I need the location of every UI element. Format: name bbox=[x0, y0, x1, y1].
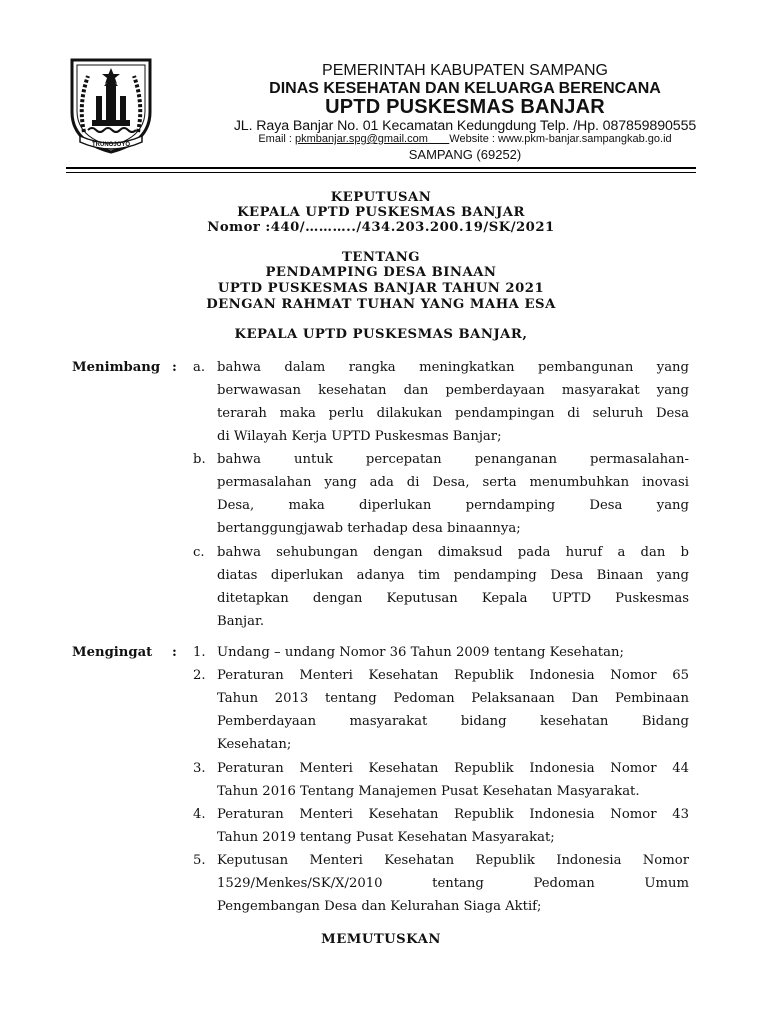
mengingat-item-4-line: Peraturan Menteri Kesehatan Republik Indonesia Nomor 43 bbox=[217, 807, 689, 822]
mengingat-item-1-marker: 1. bbox=[193, 645, 206, 660]
decree-about-label: TENTANG bbox=[341, 250, 421, 265]
letterhead-contact bbox=[165, 133, 765, 145]
mengingat-item-5-marker: 5. bbox=[193, 853, 206, 868]
website-link[interactable]: www.pkm-banjar.sampangkab.go.id bbox=[498, 133, 672, 145]
mengingat-item-2-marker: 2. bbox=[193, 668, 206, 683]
mengingat-item-2 bbox=[217, 664, 689, 756]
mengingat-item-2-line: Kesehatan; bbox=[217, 737, 292, 752]
mengingat-label-text: Mengingat bbox=[72, 645, 153, 660]
mengingat-item-5-line: Keputusan Menteri Kesehatan Republik Indonesia Nomor bbox=[217, 853, 689, 868]
letterhead-department: DINAS KESEHATAN DAN KELUARGA BERENCANA bbox=[269, 80, 661, 97]
menimbang-item-a-marker: a. bbox=[193, 360, 206, 375]
letterhead-rule-thin bbox=[66, 172, 696, 173]
mengingat-item-4-line: Tahun 2019 tentang Pusat Kesehatan Masyarakat; bbox=[217, 830, 555, 845]
decree-head: KEPALA UPTD PUSKESMAS BANJAR, bbox=[234, 327, 528, 342]
menimbang-item-c bbox=[217, 541, 689, 633]
menimbang-item-b-line: Desa, maka diperlukan perndamping Desa yang bbox=[217, 498, 689, 513]
website-label: Website : bbox=[449, 133, 498, 145]
mengingat-item-3-line: Peraturan Menteri Kesehatan Republik Indonesia Nomor 44 bbox=[217, 761, 689, 776]
decree-issuer: KEPALA UPTD PUSKESMAS BANJAR bbox=[237, 205, 525, 220]
menimbang-item-c-marker: c. bbox=[193, 545, 205, 560]
menimbang-label-text: Menimbang bbox=[72, 360, 161, 375]
decree-title: KEPUTUSAN bbox=[330, 190, 432, 205]
mengingat-item-2-line: Tahun 2013 tentang Pedoman Pelaksanaan Dan Pembinaan bbox=[217, 691, 689, 706]
menimbang-item-a-line: di Wilayah Kerja UPTD Puskesmas Banjar; bbox=[217, 429, 502, 444]
menimbang-item-b-marker: b. bbox=[193, 452, 206, 467]
letterhead-rule-thick bbox=[66, 167, 696, 169]
mengingat-item-1 bbox=[217, 641, 689, 664]
mengingat-item-4-marker: 4. bbox=[193, 807, 206, 822]
menimbang-item-c-line: ditetapkan dengan Keputusan Kepala UPTD Puskesmas bbox=[217, 591, 689, 606]
menimbang-item-c-line: Banjar. bbox=[217, 614, 265, 629]
menimbang-item-b bbox=[217, 448, 689, 540]
mengingat-item-3 bbox=[217, 757, 689, 803]
menimbang-item-c-line: bahwa sehubungan dengan dimaksud pada huruf a dan b bbox=[217, 545, 689, 560]
mengingat-colon: : bbox=[172, 645, 177, 660]
coat-of-arms-logo bbox=[66, 54, 156, 154]
memutuskan-heading: MEMUTUSKAN bbox=[321, 932, 441, 947]
email-link[interactable]: pkmbanjar.spg@gmail.com bbox=[295, 133, 428, 145]
decree-invocation: DENGAN RAHMAT TUHAN YANG MAHA ESA bbox=[206, 297, 556, 312]
letterhead-address: JL. Raya Banjar No. 01 Kecamatan Kedungdung Telp. /Hp. 087859890555 bbox=[233, 118, 697, 134]
letterhead-government: PEMERINTAH KABUPATEN SAMPANG bbox=[322, 62, 608, 79]
mengingat-item-5-line: Pengembangan Desa dan Kelurahan Siaga Aktif; bbox=[217, 899, 542, 914]
email-label: Email : bbox=[258, 133, 296, 145]
mengingat-item-2-line: Peraturan Menteri Kesehatan Republik Indonesia Nomor 65 bbox=[217, 668, 689, 683]
logo-ribbon-text: TRUNOJOYO bbox=[91, 142, 131, 148]
menimbang-label bbox=[72, 360, 177, 375]
email-spacer bbox=[428, 133, 449, 145]
decree-subject-line2: UPTD PUSKESMAS BANJAR TAHUN 2021 bbox=[217, 281, 545, 296]
letterhead-institution: UPTD PUSKESMAS BANJAR bbox=[325, 96, 605, 118]
menimbang-item-c-line: diatas diperlukan adanya tim pendamping Desa Binaan yang bbox=[217, 568, 689, 583]
menimbang-colon: : bbox=[172, 360, 177, 375]
menimbang-item-a-line: berwawasan kesehatan dan pemberdayaan masyarakat yang bbox=[217, 383, 689, 398]
menimbang-item-a-line: bahwa dalam rangka meningkatkan pembangunan yang bbox=[217, 360, 689, 375]
mengingat-item-5-line: 1529/Menkes/SK/X/2010 tentang Pedoman Umum bbox=[217, 876, 689, 891]
mengingat-item-1-line: Undang – undang Nomor 36 Tahun 2009 tentang Kesehatan; bbox=[217, 645, 624, 660]
menimbang-item-a-line: terarah maka perlu dilakukan pendampingan di seluruh Desa bbox=[217, 406, 689, 421]
decree-number: Nomor :440/………../434.203.200.19/SK/2021 bbox=[207, 220, 555, 235]
mengingat-item-4 bbox=[217, 803, 689, 849]
mengingat-item-2-line: Pemberdayaan masyarakat bidang kesehatan Bidang bbox=[217, 714, 689, 729]
mengingat-item-3-line: Tahun 2016 Tentang Manajemen Pusat Kesehatan Masyarakat. bbox=[217, 784, 640, 799]
menimbang-item-b-line: bahwa untuk percepatan penanganan permasalahan- bbox=[217, 452, 689, 467]
letterhead-city: SAMPANG (69252) bbox=[408, 147, 522, 162]
mengingat-item-5 bbox=[217, 849, 689, 918]
mengingat-item-3-marker: 3. bbox=[193, 761, 206, 776]
menimbang-item-a bbox=[217, 356, 689, 448]
mengingat-label bbox=[72, 645, 177, 660]
menimbang-item-b-line: bertanggungjawab terhadap desa binaannya; bbox=[217, 521, 521, 536]
menimbang-item-b-line: permasalahan yang ada di Desa, serta menumbuhkan inovasi bbox=[217, 475, 689, 490]
decree-subject-line1: PENDAMPING DESA BINAAN bbox=[265, 265, 497, 280]
